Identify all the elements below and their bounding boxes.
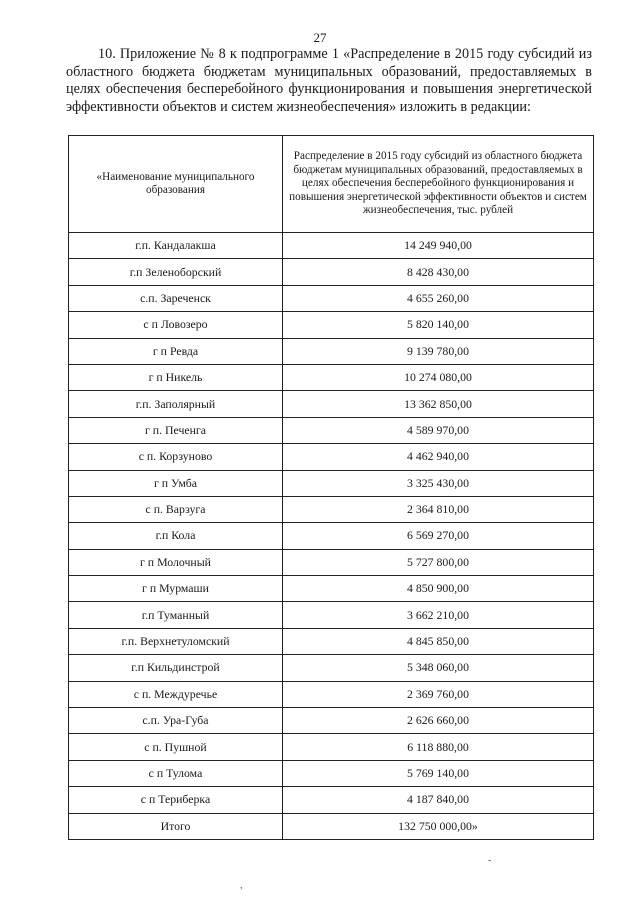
cell-value: 2 626 660,00 xyxy=(283,708,594,734)
cell-value: 4 462 940,00 xyxy=(283,444,594,470)
table-row xyxy=(69,364,594,390)
cell-municipality: с п. Междуречье xyxy=(69,681,283,707)
intro-paragraph: 10. Приложение № 8 к подпрограмме 1 «Распределение в 2015 году субсидий из областного бюджета бюджетам муниципальных образований, предоставляемых в целях обеспечения бесперебойного функционирования и повышения энергетической эффективности объектов и систем жизнеобеспечения» изложить в редакции: xyxy=(66,46,592,115)
cell-municipality: Итого xyxy=(69,813,283,839)
table-row xyxy=(69,444,594,470)
table-total-row xyxy=(69,813,594,839)
cell-municipality: с п. Варзуга xyxy=(69,496,283,522)
cell-value: 5 727 800,00 xyxy=(283,549,594,575)
header-municipality: «Наименование муниципального образования xyxy=(69,136,283,233)
cell-value: 6 118 880,00 xyxy=(283,734,594,760)
cell-municipality: г п Мурмаши xyxy=(69,576,283,602)
table-row xyxy=(69,259,594,285)
cell-municipality: г.п Кильдинстрой xyxy=(69,655,283,681)
cell-municipality: г п Молочный xyxy=(69,549,283,575)
cell-value: 2 364 810,00 xyxy=(283,496,594,522)
cell-value: 132 750 000,00» xyxy=(283,813,594,839)
table-row xyxy=(69,734,594,760)
table-row xyxy=(69,312,594,338)
cell-value: 9 139 780,00 xyxy=(283,338,594,364)
table-row xyxy=(69,391,594,417)
page-number: 27 xyxy=(313,30,327,45)
cell-municipality: с п Ловозеро xyxy=(69,312,283,338)
cell-municipality: г.п Зеленоборский xyxy=(69,259,283,285)
cell-municipality: г.п. Заполярный xyxy=(69,391,283,417)
cell-value: 6 569 270,00 xyxy=(283,523,594,549)
table-row xyxy=(69,338,594,364)
cell-municipality: с п Териберка xyxy=(69,787,283,813)
cell-municipality: г п. Печенга xyxy=(69,417,283,443)
scan-mark: - xyxy=(488,855,492,866)
cell-municipality: г п Ревда xyxy=(69,338,283,364)
cell-value: 5 348 060,00 xyxy=(283,655,594,681)
cell-value: 4 850 900,00 xyxy=(283,576,594,602)
cell-municipality: с.п. Зареченск xyxy=(69,285,283,311)
cell-municipality: г.п. Кандалакша xyxy=(69,233,283,259)
cell-municipality: г п Умба xyxy=(69,470,283,496)
cell-municipality: г.п. Верхнетуломский xyxy=(69,628,283,654)
scan-mark: , xyxy=(240,880,243,891)
cell-value: 3 662 210,00 xyxy=(283,602,594,628)
cell-value: 4 187 840,00 xyxy=(283,787,594,813)
cell-value: 14 249 940,00 xyxy=(283,233,594,259)
cell-municipality: с п Тулома xyxy=(69,760,283,786)
table-row xyxy=(69,602,594,628)
table-header-row xyxy=(69,136,594,233)
table-row xyxy=(69,628,594,654)
cell-value: 4 655 260,00 xyxy=(283,285,594,311)
cell-value: 5 820 140,00 xyxy=(283,312,594,338)
table-row xyxy=(69,285,594,311)
cell-value: 10 274 080,00 xyxy=(283,364,594,390)
cell-municipality: с п. Корзуново xyxy=(69,444,283,470)
cell-value: 5 769 140,00 xyxy=(283,760,594,786)
table-row xyxy=(69,233,594,259)
cell-value: 4 845 850,00 xyxy=(283,628,594,654)
distribution-table xyxy=(68,135,594,840)
cell-municipality: г.п Кола xyxy=(69,523,283,549)
cell-municipality: г.п Туманный xyxy=(69,602,283,628)
cell-municipality: с.п. Ура-Губа xyxy=(69,708,283,734)
cell-municipality: с п. Пушной xyxy=(69,734,283,760)
table-row xyxy=(69,760,594,786)
table-row xyxy=(69,576,594,602)
table-row xyxy=(69,470,594,496)
cell-value: 2 369 760,00 xyxy=(283,681,594,707)
cell-value: 3 325 430,00 xyxy=(283,470,594,496)
table-row xyxy=(69,655,594,681)
cell-value: 8 428 430,00 xyxy=(283,259,594,285)
table-row xyxy=(69,708,594,734)
cell-value: 13 362 850,00 xyxy=(283,391,594,417)
table-row xyxy=(69,523,594,549)
cell-municipality: г п Никель xyxy=(69,364,283,390)
table-row xyxy=(69,549,594,575)
cell-value: 4 589 970,00 xyxy=(283,417,594,443)
table-row xyxy=(69,787,594,813)
table-row xyxy=(69,681,594,707)
table-row xyxy=(69,496,594,522)
table-row xyxy=(69,417,594,443)
header-distribution: Распределение в 2015 году субсидий из областного бюджета бюджетам муниципальных образований, предоставляемых в целях обеспечения бесперебойного функционирования и повышения энергетической эффективности объектов и систем жизнеобеспечения, тыс. рублей xyxy=(283,136,594,233)
